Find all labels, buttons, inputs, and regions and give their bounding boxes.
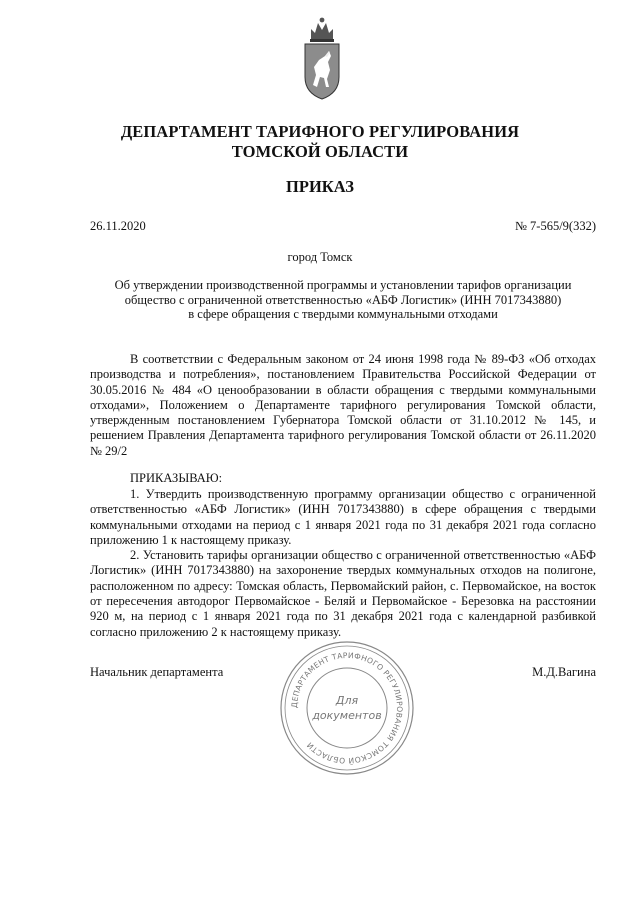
department-name-line2: ТОМСКОЙ ОБЛАСТИ — [231, 142, 409, 161]
stamp-center-line1: Для — [335, 694, 359, 707]
official-stamp-icon — [277, 638, 417, 778]
document-date: 26.11.2020 — [90, 219, 146, 233]
signer-name: М.Д.Вагина — [532, 665, 596, 679]
order-item-2: 2. Установить тарифы организации общество с ограниченной ответственностью «АБФ Логистик» (ИНН 7017343880) на захоронение твердых коммунальных отходов на полигоне, расположенном по адресу: Томская область, Первомайский район, с. Первомайское, на восток от пересечения автодорог Первомайское - Беляй и Первомайское - Березовка на расстоянии 920 м, на период с 1 января 2021 года по 31 декабря 2021 года с календарной разбивкой согласно приложению 2 к настоящему приказу. — [90, 548, 596, 639]
tomsk-coat-of-arms-icon — [302, 15, 342, 103]
decree-word: ПРИКАЗЫВАЮ: — [130, 471, 223, 485]
document-type-title: ПРИКАЗ — [286, 177, 354, 196]
legal-basis-paragraph: В соответствии с Федеральным законом от 24 июня 1998 года № 89-ФЗ «Об отходах производства и потребления», постановлением Правительства Российской Федерации от 30.05.2016 № 484 «О ценообразовании в области обращения с твердыми коммунальными отходами», Положением о Департаменте тарифного регулирования Томской области, утвержденным постановлением Губернатора Томской области от 31.10.2012 № 145, и решением Правления Департамента тарифного регулирования Томской области от 26.11.2020 № 29/2 — [90, 352, 596, 458]
document-number: № 7-565/9(332) — [514, 219, 596, 233]
stamp-center-line2: документов — [312, 709, 382, 722]
document-city: город Томск — [287, 250, 353, 264]
stamp-ring-text: ДЕПАРТАМЕНТ ТАРИФНОГО РЕГУЛИРОВАНИЯ ТОМСКОЙ ОБЛАСТИ — [289, 650, 405, 766]
subject-line3: в сфере обращения с твердыми коммунальными отходами — [188, 307, 498, 322]
department-name-line1: ДЕПАРТАМЕНТ ТАРИФНОГО РЕГУЛИРОВАНИЯ — [120, 122, 520, 141]
signer-position: Начальник департамента — [90, 665, 224, 679]
subject-line1: Об утверждении производственной программы и установлении тарифов организации — [114, 278, 572, 292]
department-header — [0, 122, 640, 162]
order-item-1: 1. Утвердить производственную программу организации общество с ограниченной ответственностью «АБФ Логистик» (ИНН 7017343880) в сфере обращения с твердыми коммунальными отходами на период с 1 января 2021 года по 31 декабря 2021 года согласно приложению 1 к настоящему приказу. — [90, 487, 596, 547]
order-items — [90, 487, 596, 640]
document-subject — [90, 278, 596, 322]
subject-line2: общество с ограниченной ответственностью «АБФ Логистик» (ИНН 7017343880) — [124, 292, 562, 307]
